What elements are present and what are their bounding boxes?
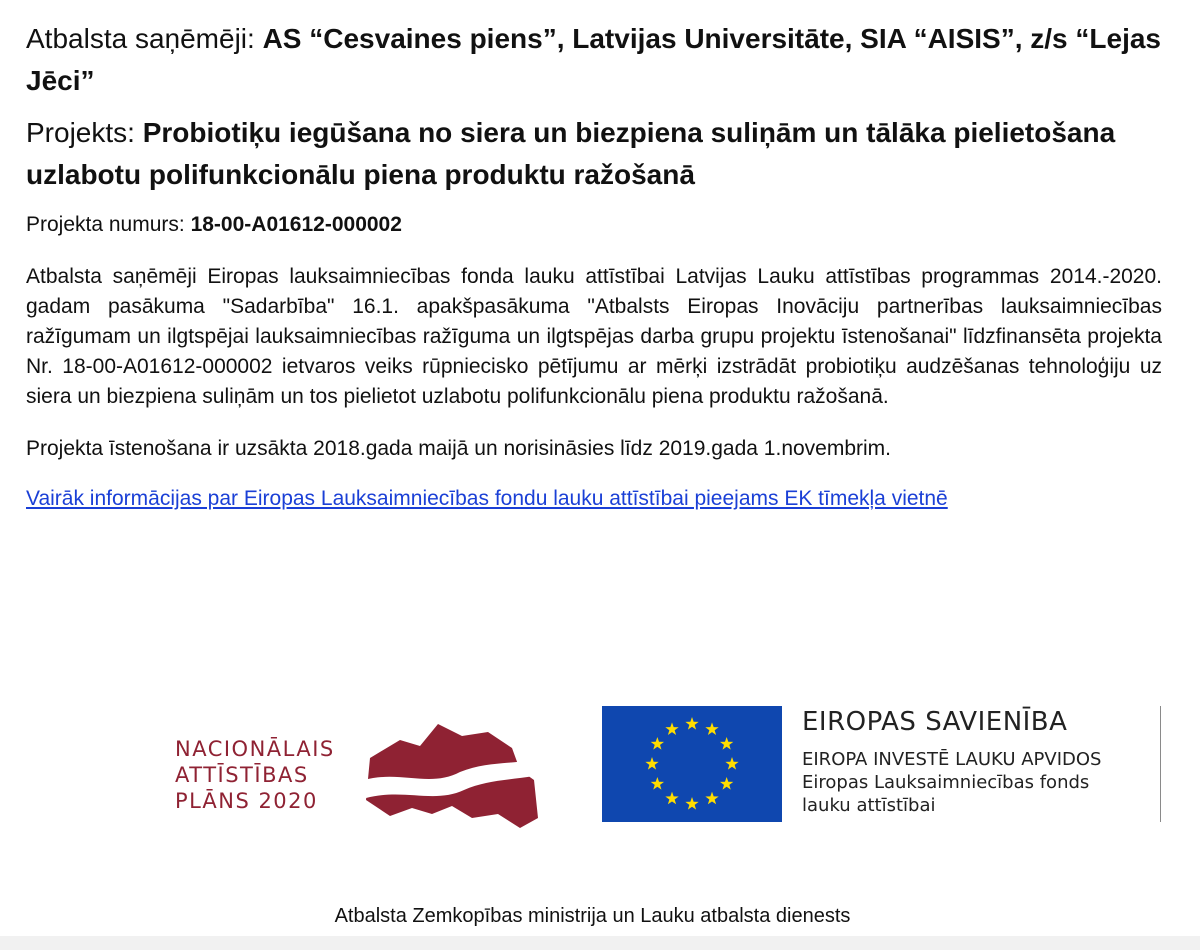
eu-flag: [602, 706, 782, 822]
eu-star-icon: [665, 722, 678, 735]
eu-star-icon: [685, 797, 698, 810]
project-number: [26, 210, 1162, 240]
project-label: Projekts:: [26, 117, 143, 148]
eu-subtitle-line-1: EIROPA INVESTĒ LAUKU APVIDOS: [802, 749, 1102, 770]
supporters-heading: [26, 18, 1162, 102]
eu-star-icon: [685, 717, 698, 730]
eu-star-icon: [725, 757, 738, 770]
bottom-band: [0, 936, 1200, 950]
nap-logo-line-2: ATTĪSTĪBAS: [175, 763, 309, 787]
eu-star-icon: [720, 777, 733, 790]
footer-text: Atbalsta Zemkopības ministrija un Lauku atbalsta dienests: [334, 905, 851, 927]
eu-title: EIROPAS SAVIENĪBA: [802, 707, 1068, 737]
eu-star-icon: [665, 792, 678, 805]
project-heading: [26, 112, 1162, 196]
project-description: Atbalsta saņēmēji Eiropas lauksaimniecības fonda lauku attīstībai Latvijas Lauku attīstības programmas 2014.-2020. gadam pasākuma "Sadarbība" 16.1. apakšpasākuma "Atbalsts Eiropas Inovāciju partnerības lauksaimniecības ražīgumam un ilgtspējai lauksaimniecības ražīguma un ilgtspējas darba grupu projektu īstenošanai" līdzfinansēta projekta Nr. 18-00-A01612-000002 ietvaros veiks rūpniecisko pētījumu ar mērķi izstrādāt probiotiķu audzēšanas tehnoloģiju uz siera un biezpiena suliņām un tos pielietot uzlabotu polifunkcionālu piena produktu ražošanā.: [26, 265, 1162, 408]
nap-logo-line-3: PLĀNS 2020: [175, 789, 318, 813]
eu-star-icon: [720, 737, 733, 750]
latvia-map-icon: [360, 718, 540, 830]
eu-eafrd-logo: [602, 706, 1162, 822]
eu-subtitle: [802, 748, 1101, 817]
eu-subtitle-line-3: lauku attīstībai: [802, 795, 936, 816]
eu-logo-divider: [1160, 706, 1161, 822]
more-info-link[interactable]: Vairāk informācijas par Eiropas Lauksaimniecības fondu lauku attīstībai pieejams EK tīmekļa vietnē: [26, 487, 948, 510]
project-number-label: Projekta numurs:: [26, 213, 191, 236]
project-title: Probiotiķu iegūšana no siera un biezpiena suliņām un tālāka pielietošana uzlabotu polifunkcionālu piena produktu ražošanā: [26, 117, 1116, 190]
eu-stars-icon: [602, 706, 782, 822]
nap-logo-text: [175, 736, 335, 814]
nap-2020-logo: [175, 718, 545, 833]
supporters-value: AS “Cesvaines piens”, Latvijas Universitāte, SIA “AISIS”, z/s “Lejas Jēci”: [26, 23, 1161, 96]
eu-subtitle-line-2: Eiropas Lauksaimniecības fonds: [802, 772, 1090, 793]
project-duration: Projekta īstenošana ir uzsākta 2018.gada maijā un norisināsies līdz 2019.gada 1.novembrim.: [26, 437, 892, 460]
eu-star-icon: [705, 722, 718, 735]
eu-star-icon: [651, 777, 664, 790]
supporters-label: Atbalsta saņēmēji:: [26, 23, 263, 54]
eu-star-icon: [705, 792, 718, 805]
eu-star-icon: [651, 737, 664, 750]
nap-logo-line-1: NACIONĀLAIS: [175, 737, 335, 761]
document-body: [26, 0, 1162, 514]
eu-star-icon: [645, 757, 658, 770]
project-number-value: 18-00-A01612-000002: [190, 213, 402, 236]
